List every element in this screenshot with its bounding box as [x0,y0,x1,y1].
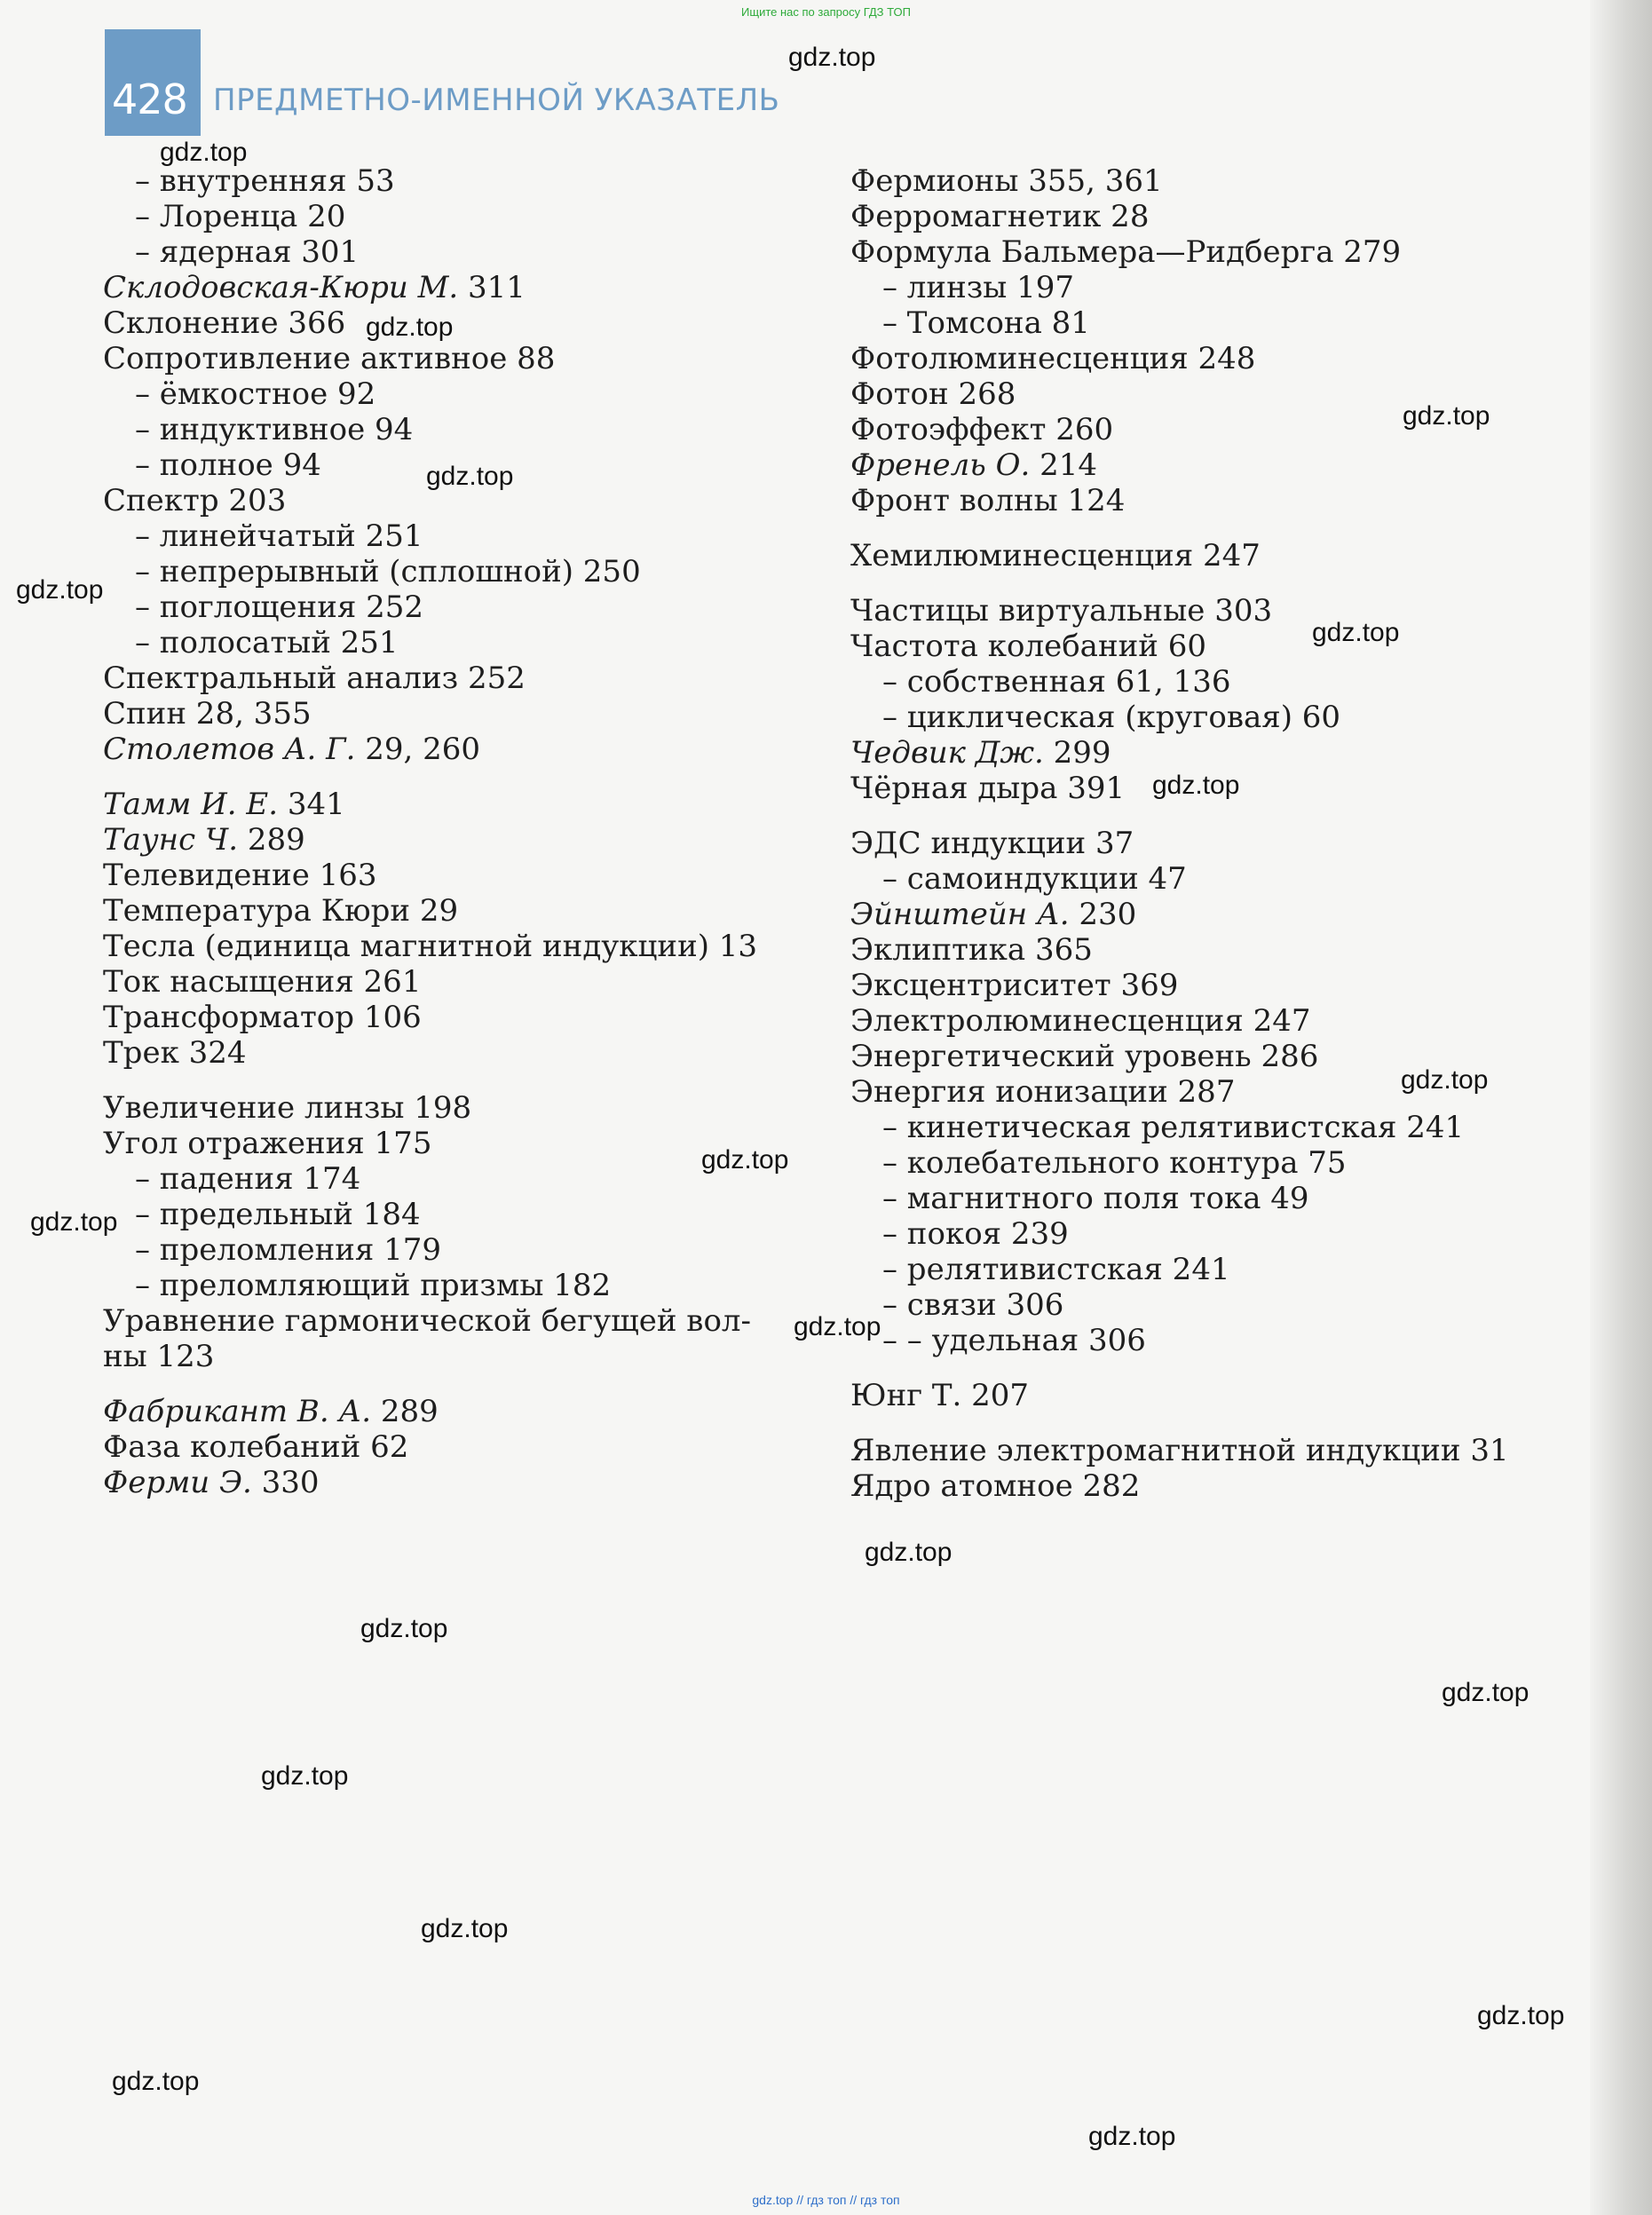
index-column-right [850,163,1543,1504]
index-entry [103,1394,849,1429]
index-entry: Фотоэффект 260 [850,412,1114,447]
page-title: ПРЕДМЕТНО-ИМЕННОЙ УКАЗАТЕЛЬ [213,83,780,118]
index-entry: – поглощения 252 [135,589,424,625]
index-entry: – преломляющий призмы 182 [135,1268,612,1303]
index-term: Таунс Ч. [103,822,239,858]
watermark-text: gdz.top [1312,618,1400,647]
index-entry: Фаза колебаний 62 [103,1429,409,1465]
watermark-text: gdz.top [30,1207,118,1237]
index-entry: – непрерывный (сплошной) 250 [135,554,641,589]
index-term: Ферми Э. [103,1465,252,1500]
index-entry: – колебательного контура 75 [882,1145,1347,1181]
index-entry: Уравнение гармонической бегущей вол- [103,1303,752,1339]
index-entry [850,897,1543,932]
index-entry: – линейчатый 251 [135,518,423,554]
index-entry: Угол отражения 175 [103,1126,432,1161]
index-entry: – Томсона 81 [882,305,1090,341]
index-entry: – преломления 179 [135,1232,442,1268]
index-entry: ЭДС индукции 37 [850,826,1134,861]
index-entry: ны 123 [103,1339,215,1374]
watermark-text: gdz.top [421,1914,509,1943]
index-pages: 330 [251,1465,320,1500]
index-pages: 289 [238,822,305,858]
index-term: Чедвик Дж. [850,735,1044,771]
index-entry: Ядро атомное 282 [850,1468,1141,1504]
index-entry: Спектральный анализ 252 [103,661,526,696]
index-pages: 299 [1043,735,1111,771]
index-entry: Чёрная дыра 391 [850,771,1126,806]
index-entry: Спин 28, 355 [103,696,312,732]
index-entry: Ферромагнетик 28 [850,199,1150,234]
index-entry: Фотон 268 [850,376,1016,412]
index-pages: 214 [1030,447,1097,483]
index-entry: Фермионы 355, 361 [850,163,1163,199]
index-entry: Трек 324 [103,1035,247,1071]
index-column-left [103,163,849,1500]
index-entry: Формула Бальмера—Ридберга 279 [850,234,1402,270]
index-entry: Электролюминесценция 247 [850,1003,1311,1039]
index-term: Френель О. [850,447,1031,483]
index-entry: Частота колебаний 60 [850,629,1206,664]
index-pages: 29, 260 [355,732,481,767]
index-entry [103,1465,849,1500]
watermark-text: gdz.top [1442,1678,1529,1707]
index-entry: – полное 94 [135,447,321,483]
top-note: Ищите нас по запросу ГДЗ ТОП [741,5,911,19]
index-entry [103,270,849,305]
index-entry: Эксцентриситет 369 [850,968,1179,1003]
index-entry: Температура Кюри 29 [103,893,459,929]
index-entry: – – удельная 306 [882,1323,1146,1358]
page-number: 428 [112,75,187,123]
index-entry: – самоиндукции 47 [882,861,1187,897]
page-number-box [105,29,201,136]
index-entry: Склонение 366 [103,305,346,341]
watermark-text: gdz.top [788,43,876,72]
watermark-text: gdz.top [16,575,104,605]
index-entry: Сопротивление активное 88 [103,341,556,376]
index-entry [850,447,1543,483]
index-term: Эйнштейн А. [850,897,1070,932]
index-entry: – магнитного поля тока 49 [882,1181,1309,1216]
index-entry: Энергетический уровень 286 [850,1039,1319,1074]
index-entry: – полосатый 251 [135,625,399,661]
watermark-text: gdz.top [701,1145,789,1175]
watermark-text: gdz.top [160,138,248,167]
index-entry: – циклическая (круговая) 60 [882,700,1341,735]
index-entry: – связи 306 [882,1287,1064,1323]
index-entry [103,732,849,767]
index-entry: Трансформатор 106 [103,1000,422,1035]
index-entry: – падения 174 [135,1161,361,1197]
index-pages: 289 [371,1394,439,1429]
watermark-text: gdz.top [1401,1065,1489,1095]
watermark-text: gdz.top [360,1614,448,1643]
index-entry: – ёмкостное 92 [135,376,376,412]
index-term: Тамм И. Е. [103,787,279,822]
index-entry [103,822,849,858]
index-entry: Увеличение линзы 198 [103,1090,472,1126]
index-entry: – предельный 184 [135,1197,421,1232]
index-entry [850,735,1543,771]
index-entry: – кинетическая релятивистская 241 [882,1110,1465,1145]
watermark-text: gdz.top [366,312,454,342]
index-pages: 341 [278,787,345,822]
watermark-text: gdz.top [1403,401,1490,431]
index-entry: Частицы виртуальные 303 [850,593,1273,629]
index-term: Столетов А. Г. [103,732,356,767]
index-entry: – релятивистская 241 [882,1252,1230,1287]
watermark-text: gdz.top [261,1761,349,1791]
index-pages: 230 [1069,897,1137,932]
index-entry: Телевидение 163 [103,858,377,893]
index-entry: Фронт волны 124 [850,483,1126,518]
watermark-text: gdz.top [794,1312,881,1341]
index-term: Склодовская-Кюри М. [103,270,459,305]
index-entry: Хемилюминесценция 247 [850,538,1261,574]
watermark-text: gdz.top [1152,771,1240,800]
index-entry: – линзы 197 [882,270,1075,305]
index-entry: Тесла (единица магнитной индукции) 13 [103,929,758,964]
index-entry: Явление электромагнитной индукции 31 [850,1433,1509,1468]
footer-note: gdz.top // гдз топ // гдз топ [752,2193,900,2207]
index-entry: – собственная 61, 136 [882,664,1231,700]
index-entry: – покоя 239 [882,1216,1069,1252]
index-entry [103,787,849,822]
watermark-text: gdz.top [865,1538,952,1567]
page-edge-shadow [1590,0,1652,2215]
index-pages: 311 [458,270,526,305]
index-entry: Ток насыщения 261 [103,964,422,1000]
index-entry: Юнг Т. 207 [850,1378,1030,1413]
index-entry: – ядерная 301 [135,234,360,270]
index-entry: – внутренняя 53 [135,163,395,199]
index-term: Фабрикант В. А. [103,1394,372,1429]
index-entry: – Лоренца 20 [135,199,346,234]
watermark-text: gdz.top [1088,2122,1176,2151]
watermark-text: gdz.top [426,462,514,491]
index-entry: Спектр 203 [103,483,287,518]
watermark-text: gdz.top [1477,2001,1565,2030]
watermark-text: gdz.top [112,2067,200,2096]
index-entry: Фотолюминесценция 248 [850,341,1256,376]
page-header [105,29,904,136]
index-entry: – индуктивное 94 [135,412,414,447]
index-entry: Эклиптика 365 [850,932,1093,968]
index-entry: Энергия ионизации 287 [850,1074,1236,1110]
